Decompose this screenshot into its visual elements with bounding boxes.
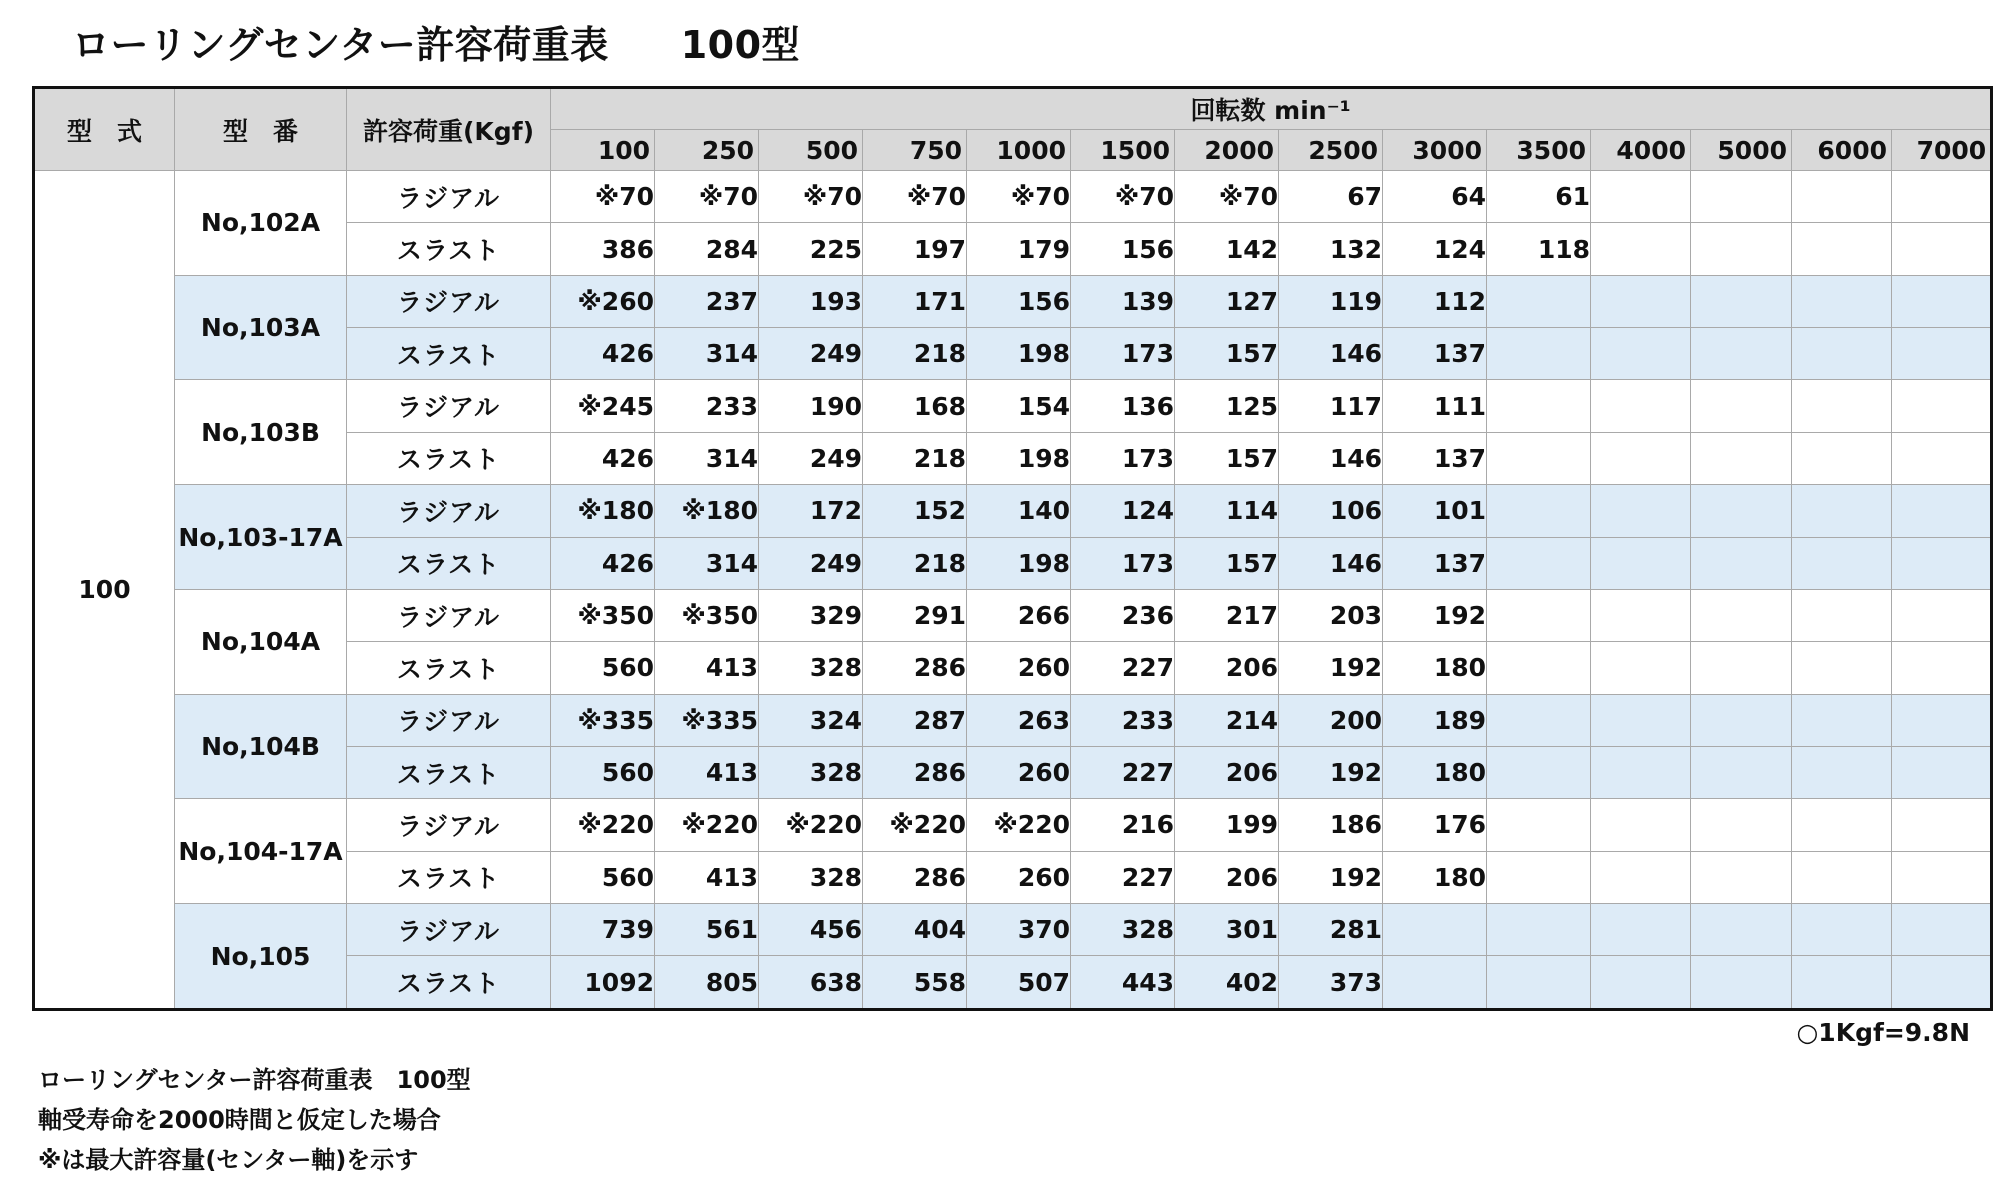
unit-conversion-note: ○1Kgf=9.8N — [1796, 1018, 1970, 1047]
radial-load-cell: 140 — [967, 485, 1071, 537]
model-number: No,103-17A — [175, 485, 347, 590]
radial-load-cell: 287 — [863, 694, 967, 746]
thrust-load-cell: 142 — [1175, 223, 1279, 275]
radial-load-cell — [1792, 380, 1892, 432]
thrust-load-cell: 197 — [863, 223, 967, 275]
thrust-load-cell: 124 — [1383, 223, 1487, 275]
thrust-load-cell — [1487, 537, 1591, 589]
title-model: 100型 — [680, 23, 801, 67]
thrust-load-cell — [1691, 746, 1792, 798]
thrust-load-cell — [1792, 642, 1892, 694]
table-row — [34, 171, 1992, 223]
thrust-load-cell: 227 — [1071, 851, 1175, 903]
radial-load-cell — [1892, 380, 1992, 432]
thrust-load-cell — [1691, 642, 1792, 694]
radial-load-cell — [1487, 694, 1591, 746]
radial-load-cell: 301 — [1175, 904, 1279, 956]
radial-load-cell: 193 — [759, 275, 863, 327]
radial-load-cell: ※70 — [1175, 171, 1279, 223]
radial-load-cell: 61 — [1487, 171, 1591, 223]
speed-header: 100 — [551, 130, 655, 171]
radial-label: ラジアル — [347, 485, 551, 537]
radial-load-cell: ※335 — [551, 694, 655, 746]
radial-load-cell: 216 — [1071, 799, 1175, 851]
radial-load-cell — [1487, 380, 1591, 432]
thrust-load-cell — [1792, 328, 1892, 380]
type-header: 型 式 — [34, 88, 175, 171]
thrust-load-cell: 314 — [655, 537, 759, 589]
radial-load-cell: 67 — [1279, 171, 1383, 223]
radial-load-cell: 404 — [863, 904, 967, 956]
radial-load-cell: ※335 — [655, 694, 759, 746]
table-row — [34, 485, 1992, 537]
thrust-load-cell — [1792, 223, 1892, 275]
page-title — [72, 14, 800, 69]
thrust-load-cell — [1591, 851, 1691, 903]
radial-load-cell — [1691, 589, 1792, 641]
thrust-label: スラスト — [347, 642, 551, 694]
speed-header: 2500 — [1279, 130, 1383, 171]
radial-load-cell — [1591, 171, 1691, 223]
thrust-load-cell — [1892, 746, 1992, 798]
radial-load-cell — [1892, 694, 1992, 746]
thrust-load-cell: 443 — [1071, 956, 1175, 1010]
radial-load-cell — [1591, 275, 1691, 327]
thrust-load-cell: 507 — [967, 956, 1071, 1010]
radial-load-cell: 190 — [759, 380, 863, 432]
thrust-load-cell — [1892, 537, 1992, 589]
thrust-load-cell — [1383, 956, 1487, 1010]
thrust-load-cell — [1892, 223, 1992, 275]
radial-load-cell: 328 — [1071, 904, 1175, 956]
radial-load-cell: ※220 — [551, 799, 655, 851]
table-row — [34, 275, 1992, 327]
thrust-load-cell — [1591, 537, 1691, 589]
thrust-load-cell — [1691, 328, 1792, 380]
thrust-load-cell: 249 — [759, 328, 863, 380]
radial-load-cell: ※180 — [655, 485, 759, 537]
radial-load-cell — [1792, 904, 1892, 956]
speed-header: 4000 — [1591, 130, 1691, 171]
radial-load-cell: 154 — [967, 380, 1071, 432]
radial-load-cell: ※245 — [551, 380, 655, 432]
footnote-condition: 軸受寿命を2000時間と仮定した場合 — [38, 1106, 441, 1134]
thrust-load-cell: 137 — [1383, 432, 1487, 484]
thrust-load-cell: 402 — [1175, 956, 1279, 1010]
radial-load-cell: 119 — [1279, 275, 1383, 327]
thrust-load-cell: 156 — [1071, 223, 1175, 275]
radial-load-cell: 214 — [1175, 694, 1279, 746]
thrust-load-cell: 206 — [1175, 746, 1279, 798]
radial-load-cell — [1691, 275, 1792, 327]
radial-label: ラジアル — [347, 380, 551, 432]
radial-load-cell — [1892, 589, 1992, 641]
radial-load-cell: 281 — [1279, 904, 1383, 956]
radial-load-cell — [1691, 485, 1792, 537]
thrust-load-cell: 426 — [551, 328, 655, 380]
radial-load-cell: 370 — [967, 904, 1071, 956]
thrust-load-cell — [1591, 223, 1691, 275]
thrust-load-cell: 638 — [759, 956, 863, 1010]
radial-load-cell — [1792, 589, 1892, 641]
radial-load-cell — [1792, 171, 1892, 223]
thrust-load-cell — [1487, 432, 1591, 484]
radial-load-cell: ※70 — [967, 171, 1071, 223]
speed-header: 3000 — [1383, 130, 1487, 171]
thrust-load-cell: 560 — [551, 851, 655, 903]
thrust-load-cell: 1092 — [551, 956, 655, 1010]
radial-load-cell — [1691, 799, 1792, 851]
radial-load-cell: 114 — [1175, 485, 1279, 537]
thrust-label: スラスト — [347, 537, 551, 589]
speed-header: 3500 — [1487, 130, 1591, 171]
radial-load-cell: 199 — [1175, 799, 1279, 851]
model-header: 型 番 — [175, 88, 347, 171]
thrust-load-cell: 218 — [863, 537, 967, 589]
thrust-load-cell: 198 — [967, 537, 1071, 589]
thrust-load-cell: 206 — [1175, 851, 1279, 903]
radial-load-cell: 101 — [1383, 485, 1487, 537]
thrust-load-cell: 192 — [1279, 642, 1383, 694]
thrust-load-cell: 373 — [1279, 956, 1383, 1010]
thrust-load-cell — [1591, 432, 1691, 484]
footnote-asterisk: ※は最大許容量(センター軸)を示す — [38, 1146, 419, 1174]
thrust-load-cell: 180 — [1383, 851, 1487, 903]
radial-load-cell — [1383, 904, 1487, 956]
radial-label: ラジアル — [347, 275, 551, 327]
radial-load-cell: ※260 — [551, 275, 655, 327]
type-value: 100 — [34, 171, 175, 1010]
radial-load-cell: ※220 — [655, 799, 759, 851]
thrust-load-cell: 227 — [1071, 746, 1175, 798]
radial-load-cell — [1691, 171, 1792, 223]
radial-load-cell — [1591, 904, 1691, 956]
thrust-load-cell: 218 — [863, 432, 967, 484]
radial-load-cell: 156 — [967, 275, 1071, 327]
thrust-load-cell: 179 — [967, 223, 1071, 275]
thrust-load-cell — [1487, 328, 1591, 380]
thrust-load-cell: 157 — [1175, 537, 1279, 589]
radial-load-cell: 106 — [1279, 485, 1383, 537]
thrust-load-cell — [1487, 746, 1591, 798]
model-number: No,104B — [175, 694, 347, 799]
radial-load-cell: 561 — [655, 904, 759, 956]
radial-load-cell: 266 — [967, 589, 1071, 641]
radial-load-cell — [1487, 589, 1591, 641]
table-row — [34, 799, 1992, 851]
radial-load-cell: ※70 — [551, 171, 655, 223]
rpm-header — [551, 88, 1992, 130]
radial-label: ラジアル — [347, 589, 551, 641]
radial-load-cell: 124 — [1071, 485, 1175, 537]
thrust-load-cell: 218 — [863, 328, 967, 380]
footnotes — [38, 1060, 471, 1180]
thrust-load-cell: 328 — [759, 746, 863, 798]
thrust-load-cell — [1591, 956, 1691, 1010]
radial-label: ラジアル — [347, 171, 551, 223]
thrust-load-cell — [1892, 851, 1992, 903]
thrust-load-cell — [1792, 956, 1892, 1010]
radial-load-cell: ※350 — [551, 589, 655, 641]
radial-load-cell — [1792, 799, 1892, 851]
radial-load-cell: 139 — [1071, 275, 1175, 327]
thrust-label: スラスト — [347, 746, 551, 798]
radial-load-cell — [1892, 799, 1992, 851]
thrust-load-cell — [1591, 642, 1691, 694]
thrust-load-cell: 198 — [967, 328, 1071, 380]
thrust-load-cell: 560 — [551, 746, 655, 798]
radial-load-cell: 189 — [1383, 694, 1487, 746]
model-number: No,105 — [175, 904, 347, 1010]
radial-load-cell: ※70 — [1071, 171, 1175, 223]
thrust-load-cell: 328 — [759, 851, 863, 903]
thrust-load-cell: 173 — [1071, 537, 1175, 589]
speed-header: 1000 — [967, 130, 1071, 171]
thrust-label: スラスト — [347, 851, 551, 903]
radial-load-cell — [1591, 485, 1691, 537]
radial-load-cell: 233 — [655, 380, 759, 432]
table-row — [34, 380, 1992, 432]
thrust-load-cell: 558 — [863, 956, 967, 1010]
thrust-load-cell: 426 — [551, 432, 655, 484]
radial-load-cell: 291 — [863, 589, 967, 641]
radial-load-cell: 329 — [759, 589, 863, 641]
radial-load-cell — [1591, 380, 1691, 432]
radial-load-cell: ※220 — [759, 799, 863, 851]
radial-load-cell: ※70 — [863, 171, 967, 223]
thrust-load-cell — [1691, 537, 1792, 589]
thrust-load-cell: 249 — [759, 537, 863, 589]
radial-load-cell — [1892, 485, 1992, 537]
radial-label: ラジアル — [347, 904, 551, 956]
thrust-load-cell — [1792, 851, 1892, 903]
thrust-load-cell — [1892, 328, 1992, 380]
thrust-load-cell — [1487, 956, 1591, 1010]
radial-load-cell: 324 — [759, 694, 863, 746]
radial-load-cell: ※350 — [655, 589, 759, 641]
load-header: 許容荷重(Kgf) — [347, 88, 551, 171]
radial-load-cell — [1487, 904, 1591, 956]
thrust-load-cell — [1691, 432, 1792, 484]
thrust-load-cell: 137 — [1383, 328, 1487, 380]
radial-load-cell — [1792, 485, 1892, 537]
rpm-header-label: 回転数 min⁻¹ — [1190, 96, 1351, 125]
thrust-load-cell: 227 — [1071, 642, 1175, 694]
speed-header: 6000 — [1792, 130, 1892, 171]
radial-load-cell — [1892, 171, 1992, 223]
radial-load-cell: 263 — [967, 694, 1071, 746]
radial-load-cell: ※70 — [759, 171, 863, 223]
thrust-load-cell: 157 — [1175, 328, 1279, 380]
thrust-load-cell — [1691, 851, 1792, 903]
radial-load-cell — [1792, 694, 1892, 746]
radial-load-cell: ※180 — [551, 485, 655, 537]
radial-load-cell — [1591, 589, 1691, 641]
table-body — [34, 171, 1992, 1010]
thrust-load-cell: 284 — [655, 223, 759, 275]
thrust-load-cell: 286 — [863, 851, 967, 903]
thrust-load-cell: 146 — [1279, 432, 1383, 484]
radial-load-cell: 200 — [1279, 694, 1383, 746]
speed-header: 750 — [863, 130, 967, 171]
thrust-load-cell: 413 — [655, 746, 759, 798]
radial-load-cell: 739 — [551, 904, 655, 956]
radial-load-cell: ※220 — [863, 799, 967, 851]
thrust-load-cell — [1892, 642, 1992, 694]
thrust-load-cell — [1487, 642, 1591, 694]
model-number: No,103A — [175, 275, 347, 380]
radial-load-cell: 136 — [1071, 380, 1175, 432]
table-header — [34, 88, 1992, 171]
radial-load-cell: 111 — [1383, 380, 1487, 432]
allowable-load-table — [32, 86, 1993, 1011]
thrust-load-cell: 260 — [967, 851, 1071, 903]
thrust-load-cell: 286 — [863, 746, 967, 798]
thrust-load-cell: 413 — [655, 851, 759, 903]
thrust-load-cell: 180 — [1383, 746, 1487, 798]
radial-load-cell — [1691, 904, 1792, 956]
thrust-label: スラスト — [347, 956, 551, 1010]
radial-label: ラジアル — [347, 694, 551, 746]
thrust-label: スラスト — [347, 223, 551, 275]
radial-load-cell — [1487, 485, 1591, 537]
header-row-top — [34, 88, 1992, 130]
model-number: No,102A — [175, 171, 347, 276]
thrust-load-cell: 192 — [1279, 851, 1383, 903]
table-row — [34, 694, 1992, 746]
radial-load-cell — [1892, 275, 1992, 327]
radial-load-cell: 117 — [1279, 380, 1383, 432]
thrust-load-cell: 198 — [967, 432, 1071, 484]
radial-load-cell: 127 — [1175, 275, 1279, 327]
thrust-load-cell: 260 — [967, 642, 1071, 694]
title-main: ローリングセンター許容荷重表 — [72, 23, 609, 67]
radial-load-cell — [1892, 904, 1992, 956]
thrust-load-cell: 146 — [1279, 328, 1383, 380]
radial-load-cell: 172 — [759, 485, 863, 537]
radial-load-cell: 456 — [759, 904, 863, 956]
footnote-title: ローリングセンター許容荷重表 100型 — [38, 1066, 471, 1094]
speed-header: 500 — [759, 130, 863, 171]
radial-load-cell: 217 — [1175, 589, 1279, 641]
radial-load-cell: 192 — [1383, 589, 1487, 641]
thrust-load-cell — [1792, 746, 1892, 798]
thrust-load-cell: 157 — [1175, 432, 1279, 484]
thrust-load-cell: 805 — [655, 956, 759, 1010]
thrust-load-cell — [1792, 432, 1892, 484]
radial-load-cell — [1487, 275, 1591, 327]
radial-label: ラジアル — [347, 799, 551, 851]
thrust-label: スラスト — [347, 432, 551, 484]
radial-load-cell — [1691, 380, 1792, 432]
radial-load-cell: 176 — [1383, 799, 1487, 851]
model-number: No,104A — [175, 589, 347, 694]
thrust-load-cell — [1487, 851, 1591, 903]
thrust-load-cell — [1691, 223, 1792, 275]
radial-load-cell: 186 — [1279, 799, 1383, 851]
model-number: No,103B — [175, 380, 347, 485]
thrust-load-cell: 328 — [759, 642, 863, 694]
radial-load-cell — [1591, 799, 1691, 851]
radial-load-cell: 236 — [1071, 589, 1175, 641]
thrust-load-cell: 173 — [1071, 328, 1175, 380]
speed-header: 5000 — [1691, 130, 1792, 171]
radial-load-cell: ※220 — [967, 799, 1071, 851]
thrust-load-cell — [1691, 956, 1792, 1010]
radial-load-cell — [1792, 275, 1892, 327]
thrust-load-cell: 386 — [551, 223, 655, 275]
radial-load-cell — [1591, 694, 1691, 746]
thrust-load-cell: 173 — [1071, 432, 1175, 484]
thrust-load-cell — [1892, 432, 1992, 484]
thrust-load-cell — [1591, 746, 1691, 798]
speed-header: 1500 — [1071, 130, 1175, 171]
model-number: No,104-17A — [175, 799, 347, 904]
radial-load-cell: 125 — [1175, 380, 1279, 432]
thrust-load-cell: 413 — [655, 642, 759, 694]
table-row — [34, 904, 1992, 956]
thrust-load-cell: 206 — [1175, 642, 1279, 694]
radial-load-cell: 171 — [863, 275, 967, 327]
speed-header: 7000 — [1892, 130, 1992, 171]
thrust-load-cell: 560 — [551, 642, 655, 694]
thrust-load-cell: 249 — [759, 432, 863, 484]
thrust-load-cell: 137 — [1383, 537, 1487, 589]
speed-header: 2000 — [1175, 130, 1279, 171]
speed-header: 250 — [655, 130, 759, 171]
thrust-load-cell: 314 — [655, 328, 759, 380]
thrust-load-cell: 118 — [1487, 223, 1591, 275]
thrust-load-cell — [1792, 537, 1892, 589]
thrust-label: スラスト — [347, 328, 551, 380]
thrust-load-cell: 225 — [759, 223, 863, 275]
radial-load-cell — [1487, 799, 1591, 851]
radial-load-cell: 233 — [1071, 694, 1175, 746]
thrust-load-cell: 426 — [551, 537, 655, 589]
thrust-load-cell: 314 — [655, 432, 759, 484]
radial-load-cell: 168 — [863, 380, 967, 432]
thrust-load-cell — [1591, 328, 1691, 380]
thrust-load-cell: 192 — [1279, 746, 1383, 798]
thrust-load-cell: 132 — [1279, 223, 1383, 275]
thrust-load-cell — [1892, 956, 1992, 1010]
radial-load-cell: ※70 — [655, 171, 759, 223]
thrust-load-cell: 260 — [967, 746, 1071, 798]
radial-load-cell: 112 — [1383, 275, 1487, 327]
thrust-load-cell: 180 — [1383, 642, 1487, 694]
table-row — [34, 589, 1992, 641]
radial-load-cell: 64 — [1383, 171, 1487, 223]
radial-load-cell — [1691, 694, 1792, 746]
radial-load-cell: 203 — [1279, 589, 1383, 641]
thrust-load-cell: 146 — [1279, 537, 1383, 589]
thrust-load-cell: 286 — [863, 642, 967, 694]
radial-load-cell: 152 — [863, 485, 967, 537]
radial-load-cell: 237 — [655, 275, 759, 327]
